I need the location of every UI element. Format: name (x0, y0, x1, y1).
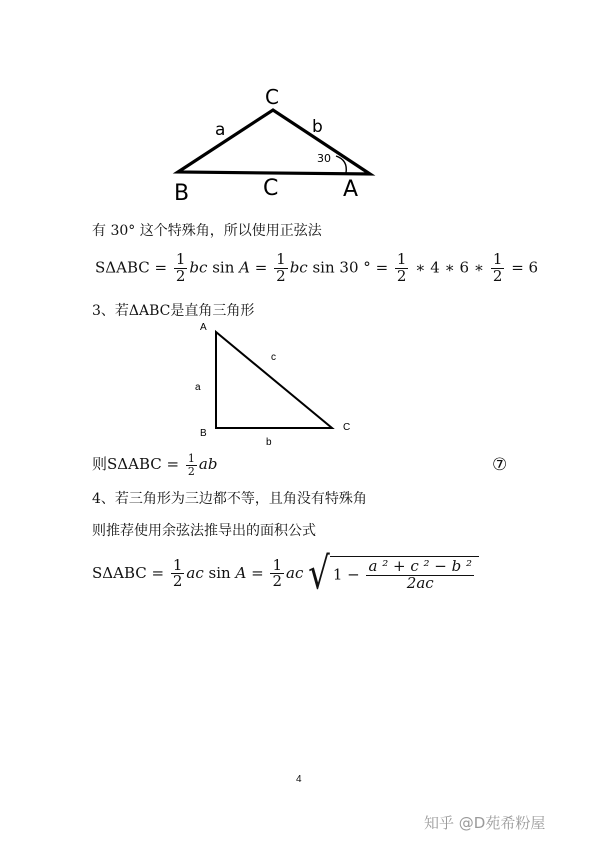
circled-number-marker: ⑦ (492, 455, 508, 475)
fig2-label-side-a: a (195, 382, 201, 393)
formula1-half-2: $\frac{1}{2}$ (276, 250, 286, 285)
hand-drawn-triangle-figure (160, 80, 390, 210)
formula2-half-2: $\frac{1}{2}$ (272, 555, 283, 591)
right-triangle-half: $\frac{1}{2}$ (187, 452, 195, 478)
recommend-cosine-note: 则推荐使用余弦法推导出的面积公式 (92, 523, 316, 539)
sine-area-formula: SΔABC = $\frac{1}{2}$ bc sin A = $\frac{1}{2}$ bc sin 30 ° = $\frac{1}{2}$ ∗ 4 ∗ 6 ∗ $\frac{1}{2}$ = 6 (95, 250, 539, 285)
right-triangle-outline (216, 332, 332, 428)
fig2-label-b-vertex: B (200, 428, 207, 439)
label-vertex-c-top: C (265, 85, 279, 109)
fig2-label-side-b: b (266, 437, 272, 448)
label-side-b: b (312, 117, 323, 137)
item-3-right-triangle: 3、若ΔABC是直角三角形 (92, 303, 255, 319)
source-watermark: 知乎 @D苑希粉屋 (424, 814, 546, 832)
label-angle-30: 30 (317, 152, 331, 165)
formula2-sqrt: √ 1 − $\frac{\text{a ² + c ² − b ²}}{2ac}$ (308, 556, 479, 592)
formula2-cos-fraction: $\frac{\text{a ² + c ² − b ²}}{2ac}$ (368, 557, 472, 592)
label-side-a: a (215, 120, 226, 140)
fig2-label-side-c: c (271, 352, 276, 363)
special-angle-note: 有 30° 这个特殊角，所以使用正弦法 (92, 223, 322, 239)
formula1-lhs: SΔABC (95, 258, 150, 277)
formula1-half-3: $\frac{1}{2}$ (396, 250, 407, 285)
triangle-outline (178, 110, 370, 174)
item-4-scalene: 4、若三角形为三边都不等，且角没有特殊角 (92, 491, 367, 507)
label-side-c: C (263, 176, 279, 201)
formula1-result: 6 (528, 258, 539, 277)
formula1-half-4: $\frac{1}{2}$ (492, 250, 503, 285)
fig2-label-c-vertex: C (343, 422, 351, 433)
label-vertex-a: A (343, 177, 359, 202)
right-triangle-figure (190, 318, 360, 450)
formula1-eq: = (154, 258, 168, 277)
formula2-half: $\frac{1}{2}$ (172, 555, 183, 591)
formula1-half: $\frac{1}{2}$ (175, 250, 186, 285)
cosine-area-formula: SΔABC = $\frac{1}{2}$ ac sin A = $\frac{1}{2}$ ac √ 1 − $\frac{\text{a ² + c ² − b ²}}{2ac}$ (92, 556, 479, 592)
label-vertex-b: B (174, 181, 190, 206)
right-triangle-area-formula: 则SΔABC = $\frac{1}{2}$ ab (92, 452, 218, 478)
fig2-label-a-vertex: A (200, 322, 207, 333)
page-number: 4 (296, 774, 302, 785)
